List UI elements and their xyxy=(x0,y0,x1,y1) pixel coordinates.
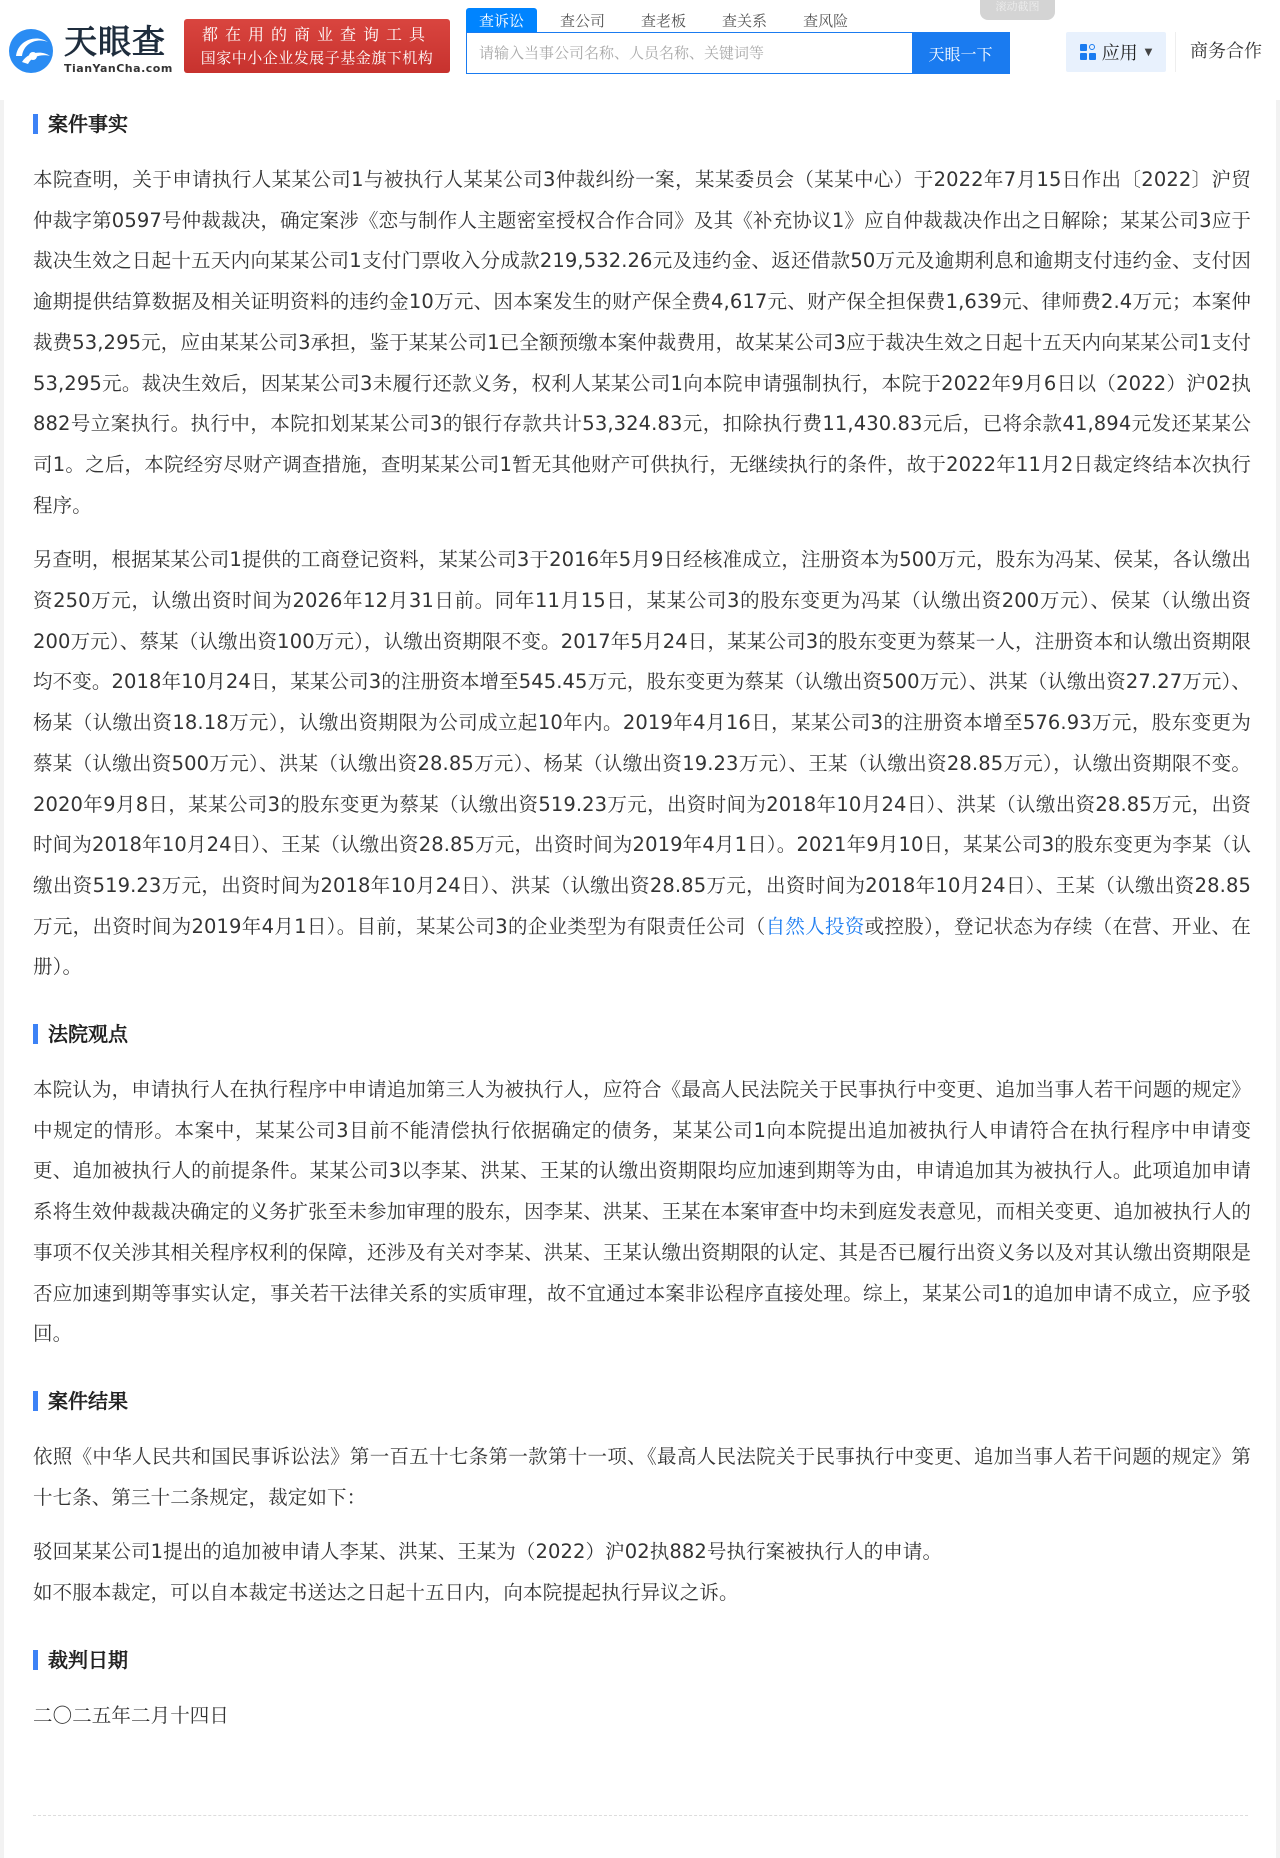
logo-icon xyxy=(6,26,56,76)
search-tabs xyxy=(466,8,871,34)
facts-p2-tail: 或控股），登记状态为存续（在营、开业、在册）。 xyxy=(33,914,1251,979)
site-header xyxy=(0,0,1280,100)
result-paragraph-ruling: 驳回某某公司1提出的追加被申请人李某、洪某、王某为（2022）沪02执882号执行案被执行人的申请。 xyxy=(33,1540,943,1564)
section-title-result: 案件结果 xyxy=(26,1387,1250,1415)
tab-risk[interactable]: 查风险 xyxy=(803,12,849,30)
search-input[interactable] xyxy=(467,33,912,73)
result-paragraph-basis: 依照《中华人民共和国民事诉讼法》第一百五十七条第一款第十一项、《最高人民法院关于民事执行中变更、追加当事人若干问题的规定》第十七条、第三十二条规定，裁定如下： xyxy=(33,1444,1251,1509)
tab-relation[interactable]: 查关系 xyxy=(722,12,768,30)
result-paragraph-appeal: 如不服本裁定，可以自本裁定书送达之日起十五日内，向本院提起执行异议之诉。 xyxy=(33,1581,739,1605)
left-gutter xyxy=(0,100,4,1858)
slogan-banner xyxy=(184,19,450,73)
section-title-opinion: 法院观点 xyxy=(26,1020,1250,1048)
search-box xyxy=(466,32,1010,74)
logo-text: 天眼查 xyxy=(64,22,166,61)
facts-p2-text: 另查明，根据某某公司1提供的工商登记资料，某某公司3于2016年5月9日经核准成立，注册资本为500万元，股东为冯某、侯某，各认缴出资250万元，认缴出资时间为2026年12月31日前。同年11月15日，某某公司3的股东变更为冯某（认缴出资200万元）、侯某（认缴出资200万元）、蔡某（认缴出资100万元），认缴出资期限不变。2017年5月24日，某某公司3的股东变更为蔡某一人，注册资本和认缴出资期限均不变。2018年10月24日，某某公司3的注册资本增至545.45万元，股东变更为蔡某（认缴出资500万元）、洪某（认缴出资27.27万元）、杨某（认缴出资18.18万元），认缴出资期限为公司成立起10年内。2019年4月16日，某某公司3的注册资本增至576.93万元，股东变更为蔡某（认缴出资500万元）、洪某（认缴出资28.85万元）、杨某（认缴出资19.23万元）、王某（认缴出资28.85万元），认缴出资期限不变。2020年9月8日，某某公司3的股东变更为蔡某（认缴出资519.23万元，出资时间为2018年10月24日）、洪某（认缴出资28.85万元，出资时间为2018年10月24日）、王某（认缴出资28.85万元，出资时间为2019年4月1日）。2021年9月10日，某某公司3的股东变更为李某（认缴出资519.23万元，出资时间为2018年10月24日）、洪某（认缴出资28.85万元，出资时间为2018年10月24日）、王某（认缴出资28.85万元，出资时间为2019年4月1日）。目前，某某公司3的企业类型为有限责任公司（ xyxy=(33,548,1251,938)
apps-label: 应用 xyxy=(1101,43,1138,64)
dashed-divider xyxy=(33,1815,1248,1816)
tab-lawsuit[interactable]: 查诉讼 xyxy=(466,8,537,34)
section-title-facts: 案件事实 xyxy=(26,110,1250,138)
tab-company[interactable]: 查公司 xyxy=(560,12,606,30)
apps-grid-icon xyxy=(1080,44,1096,60)
slogan-line-1: 都在用的商业查询工具 xyxy=(201,25,432,44)
slogan-line-2: 国家中小企业发展子基金旗下机构 xyxy=(200,49,434,67)
scroll-screenshot-badge[interactable]: 滚动截图 xyxy=(980,0,1055,20)
facts-paragraph-1: 本院查明，关于申请执行人某某公司1与被执行人某某公司3仲裁纠纷一案，某某委员会（某某中心）于2022年7月15日作出〔2022〕沪贸仲裁字第0597号仲裁裁决，确定案涉《恋与制作人主题密室授权合作合同》及其《补充协议1》应自仲裁裁决作出之日解除；某某公司3应于裁决生效之日起十五天内向某某公司1支付门票收入分成款219,532.26元及违约金、返还借款50万元及逾期利息和逾期支付违约金、支付因逾期提供结算数据及相关证明资料的违约金10万元、因本案发生的财产保全费4,617元、财产保全担保费1,639元、律师费2.4万元；本案仲裁费53,295元，应由某某公司3承担，鉴于某某公司1已全额预缴本案仲裁费用，故某某公司3应于裁决生效之日起十五天内向某某公司1支付53,295元。裁决生效后，因某某公司3未履行还款义务，权利人某某公司1向本院申请强制执行，本院于2022年9月6日以（2022）沪02执882号立案执行。执行中，本院扣划某某公司3的银行存款共计53,324.83元，扣除执行费11,430.83元后，已将余款41,894元发还某某公司1。之后，本院经穷尽财产调查措施，查明某某公司1暂无其他财产可供执行，无继续执行的条件，故于2022年11月2日裁定终结本次执行程序。 xyxy=(33,168,1251,517)
opinion-paragraph: 本院认为，申请执行人在执行程序中申请追加第三人为被执行人，应符合《最高人民法院关于民事执行中变更、追加当事人若干问题的规定》中规定的情形。本案中，某某公司3目前不能清偿执行依据确定的债务，某某公司1向本院提出追加被执行人申请符合在执行程序中申请变更、追加被执行人的前提条件。某某公司3以李某、洪某、王某的认缴出资期限均应加速到期等为由，申请追加其为被执行人。此项追加申请系将生效仲裁裁决确定的义务扩张至未参加审理的股东，因李某、洪某、王某在本案审查中均未到庭发表意见，而相关变更、追加被执行人的事项不仅关涉其相关程序权利的保障，还涉及有关对李某、洪某、王某认缴出资期限的认定、其是否已履行出资义务以及对其认缴出资期限是否应加速到期等事实认定，事关若干法律关系的实质审理，故不宜通过本案非讼程序直接处理。综上，某某公司1的追加申请不成立，应予驳回。 xyxy=(33,1078,1251,1346)
apps-menu-button[interactable] xyxy=(1066,32,1166,72)
judgment-content xyxy=(26,100,1250,1737)
facts-paragraph-2 xyxy=(33,540,1251,988)
logo-domain: TianYanCha.com xyxy=(64,62,173,75)
business-cooperation-link[interactable]: 商务合作 xyxy=(1175,32,1262,72)
natural-person-investment-link[interactable]: 自然人投资 xyxy=(765,914,865,938)
site-logo[interactable] xyxy=(6,22,176,74)
caret-down-icon: ▼ xyxy=(1144,46,1153,58)
section-title-date: 裁判日期 xyxy=(26,1646,1250,1674)
tab-boss[interactable]: 查老板 xyxy=(641,12,687,30)
judgment-date: 二〇二五年二月十四日 xyxy=(33,1703,230,1727)
page-scrollbar[interactable] xyxy=(1276,100,1280,1858)
search-button[interactable]: 天眼一下 xyxy=(912,33,1009,73)
